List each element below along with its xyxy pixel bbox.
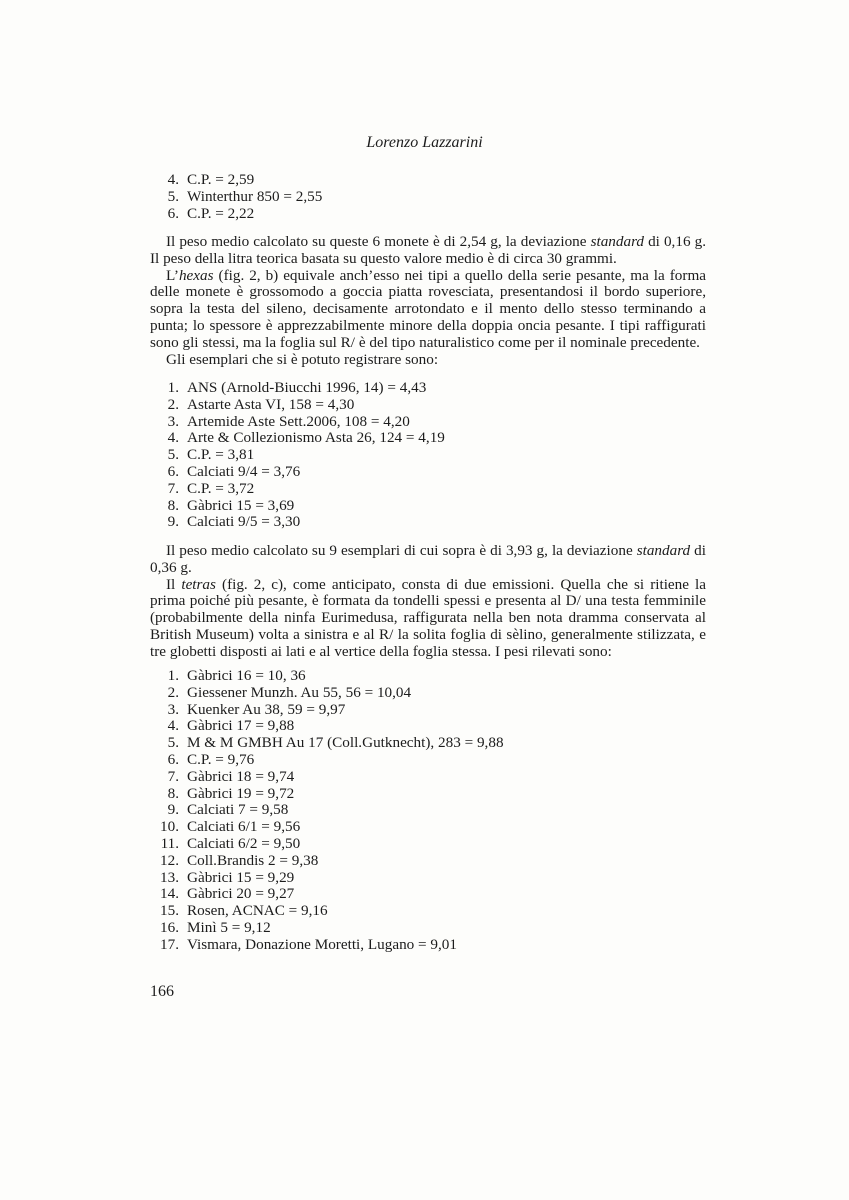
list-item xyxy=(150,903,706,920)
page-number: 166 xyxy=(150,983,174,1000)
list-item-number: 9. xyxy=(167,513,179,531)
list-item-number: 5. xyxy=(167,446,179,464)
list-item xyxy=(150,397,706,414)
list-item xyxy=(150,752,706,769)
list-item-number: 2. xyxy=(167,395,179,413)
list-item-number: 6. xyxy=(167,204,179,222)
list-item-text: ANS (Arnold-Biucchi 1996, 14) = 4,43 xyxy=(187,379,427,396)
list-item-text: Minì 5 = 9,12 xyxy=(187,918,271,936)
list-item-number: 13. xyxy=(160,868,179,886)
list-item xyxy=(150,802,706,819)
list-item xyxy=(150,920,706,937)
list-item xyxy=(150,380,706,397)
list-item-number: 12. xyxy=(160,851,179,869)
list-item-text: Winterthur 850 = 2,55 xyxy=(187,187,323,205)
list-item-text: Gàbrici 20 = 9,27 xyxy=(187,885,295,903)
list-item xyxy=(150,870,706,887)
tetras-list-block xyxy=(150,668,706,954)
list-item-number: 10. xyxy=(160,818,179,836)
list-item-number: 4. xyxy=(167,429,179,447)
list-item-text: Gàbrici 18 = 9,74 xyxy=(187,767,295,785)
list-item-text: Calciati 9/5 = 3,30 xyxy=(187,513,301,531)
list-item-number: 8. xyxy=(167,496,179,514)
list-item xyxy=(150,685,706,702)
list-item-number: 2. xyxy=(167,683,179,701)
list-item xyxy=(150,819,706,836)
list-item-text: Gàbrici 19 = 9,72 xyxy=(187,784,295,802)
list-item-number: 8. xyxy=(167,784,179,802)
list-item xyxy=(150,447,706,464)
list-item-text: Vismara, Donazione Moretti, Lugano = 9,01 xyxy=(187,935,457,953)
list-item-text: Artemide Aste Sett.2006, 108 = 4,20 xyxy=(187,412,410,430)
list-item-number: 3. xyxy=(167,412,179,430)
list-item xyxy=(150,172,706,189)
list-item-text: Calciati 6/1 = 9,56 xyxy=(187,818,301,836)
list-item-text: Gàbrici 16 = 10, 36 xyxy=(187,667,306,684)
paragraph-tetras: Il tetras (fig. 2, c), come anticipato, consta di due emissioni. Quella che si ritiene la prima poiché più pesante, è formata da tondelli spessi e presenta al D/ una testa femminile (probabilmente della ninfa Eurimedusa, raffigurata nella ben nota dramma conservata al British Museum) volta a sinistra e al R/ la solita foglia di sèlino, generalmente stilizzata, e tre globetti disposti ai lati e al vertice della foglia stessa. I pesi rilevati sono: xyxy=(150,575,707,660)
list-item-number: 1. xyxy=(167,667,179,684)
list-item xyxy=(150,735,706,752)
weights-list-3 xyxy=(150,668,706,954)
list-item xyxy=(150,718,706,735)
list-item-number: 1. xyxy=(167,379,179,396)
list-item-text: Kuenker Au 38, 59 = 9,97 xyxy=(187,700,346,718)
list-item-number: 17. xyxy=(160,935,179,953)
list-item-number: 5. xyxy=(167,734,179,752)
list-item-text: Gàbrici 15 = 9,29 xyxy=(187,868,295,886)
list-item-text: Rosen, ACNAC = 9,16 xyxy=(187,902,328,920)
paragraph-hexas: L’hexas (fig. 2, b) equivale anch’esso nei tipi a quello della serie pesante, ma la forma delle monete è grossomodo a goccia piatta rovesciata, presentandosi il bordo superiore, sopra la testa del sileno, decisamente arrotondato e il mento dello stesso terminando a punta; lo spessore è apprezzabilmente minore della doppia oncia pesante. I tipi raffigurati sono gli stessi, ma la foglia sul R/ è del tipo naturalistico come per il nominale precedente. xyxy=(150,266,706,351)
list-item xyxy=(150,514,706,531)
list-item xyxy=(150,786,706,803)
list-item-number: 11. xyxy=(160,834,179,852)
list-item-text: Astarte Asta VI, 158 = 4,30 xyxy=(187,395,355,413)
list-item-text: Gàbrici 15 = 3,69 xyxy=(187,496,295,514)
list-item-number: 6. xyxy=(167,462,179,480)
list-item xyxy=(150,414,706,431)
list-item xyxy=(150,853,706,870)
list-item-number: 4. xyxy=(167,717,179,735)
list-item-number: 14. xyxy=(160,885,179,903)
list-item xyxy=(150,498,706,515)
list-item-text: C.P. = 2,22 xyxy=(187,204,255,222)
list-item xyxy=(150,206,706,223)
list-item-number: 16. xyxy=(160,918,179,936)
list-item-number: 4. xyxy=(167,171,179,188)
list-item-text: Giessener Munzh. Au 55, 56 = 10,04 xyxy=(187,683,412,701)
list-item-number: 15. xyxy=(160,902,179,920)
list-item-text: Coll.Brandis 2 = 9,38 xyxy=(187,851,319,869)
list-item-text: M & M GMBH Au 17 (Coll.Gutknecht), 283 = 9,88 xyxy=(187,734,504,752)
weights-list-1 xyxy=(150,172,706,222)
list-item xyxy=(150,702,706,719)
list-item xyxy=(150,481,706,498)
paragraph-litra: Il peso medio calcolato su queste 6 monete è di 2,54 g, la deviazione standard di 0,16 g. Il peso della litra teorica basata su questo valore medio è di circa 30 grammi. xyxy=(150,233,706,267)
list-item-number: 7. xyxy=(167,479,179,497)
list-item-text: Gàbrici 17 = 9,88 xyxy=(187,717,295,735)
list-item-text: C.P. = 9,76 xyxy=(187,750,255,768)
list-item-number: 3. xyxy=(167,700,179,718)
list-item xyxy=(150,464,706,481)
list-item-number: 6. xyxy=(167,750,179,768)
list-item-number: 9. xyxy=(167,801,179,819)
list-item xyxy=(150,769,706,786)
text-section-1 xyxy=(150,234,706,368)
list-item-text: Arte & Collezionismo Asta 26, 124 = 4,19 xyxy=(187,429,445,447)
list-item xyxy=(150,886,706,903)
list-item-number: 7. xyxy=(167,767,179,785)
running-head: Lorenzo Lazzarini xyxy=(366,134,483,151)
list-item xyxy=(150,836,706,853)
paragraph-peso-medio: Il peso medio calcolato su 9 esemplari di cui sopra è di 3,93 g, la deviazione standard di 0,36 g. xyxy=(150,542,706,576)
list-item xyxy=(150,430,706,447)
list-item-number: 5. xyxy=(167,187,179,205)
list-item xyxy=(150,668,706,685)
list-item-text: Calciati 7 = 9,58 xyxy=(187,801,289,819)
list-item-text: C.P. = 3,72 xyxy=(187,479,255,497)
list-item-text: C.P. = 3,81 xyxy=(187,446,255,464)
list-item-text: Calciati 9/4 = 3,76 xyxy=(187,462,301,480)
list-continuation xyxy=(150,172,706,222)
hexas-list-block xyxy=(150,380,706,531)
weights-list-2 xyxy=(150,380,706,531)
text-section-2 xyxy=(150,543,706,661)
list-item-text: Calciati 6/2 = 9,50 xyxy=(187,834,301,852)
paragraph-esemplari: Gli esemplari che si è potuto registrare sono: xyxy=(166,350,439,368)
list-item-text: C.P. = 2,59 xyxy=(187,171,255,188)
list-item xyxy=(150,937,706,954)
list-item xyxy=(150,189,706,206)
